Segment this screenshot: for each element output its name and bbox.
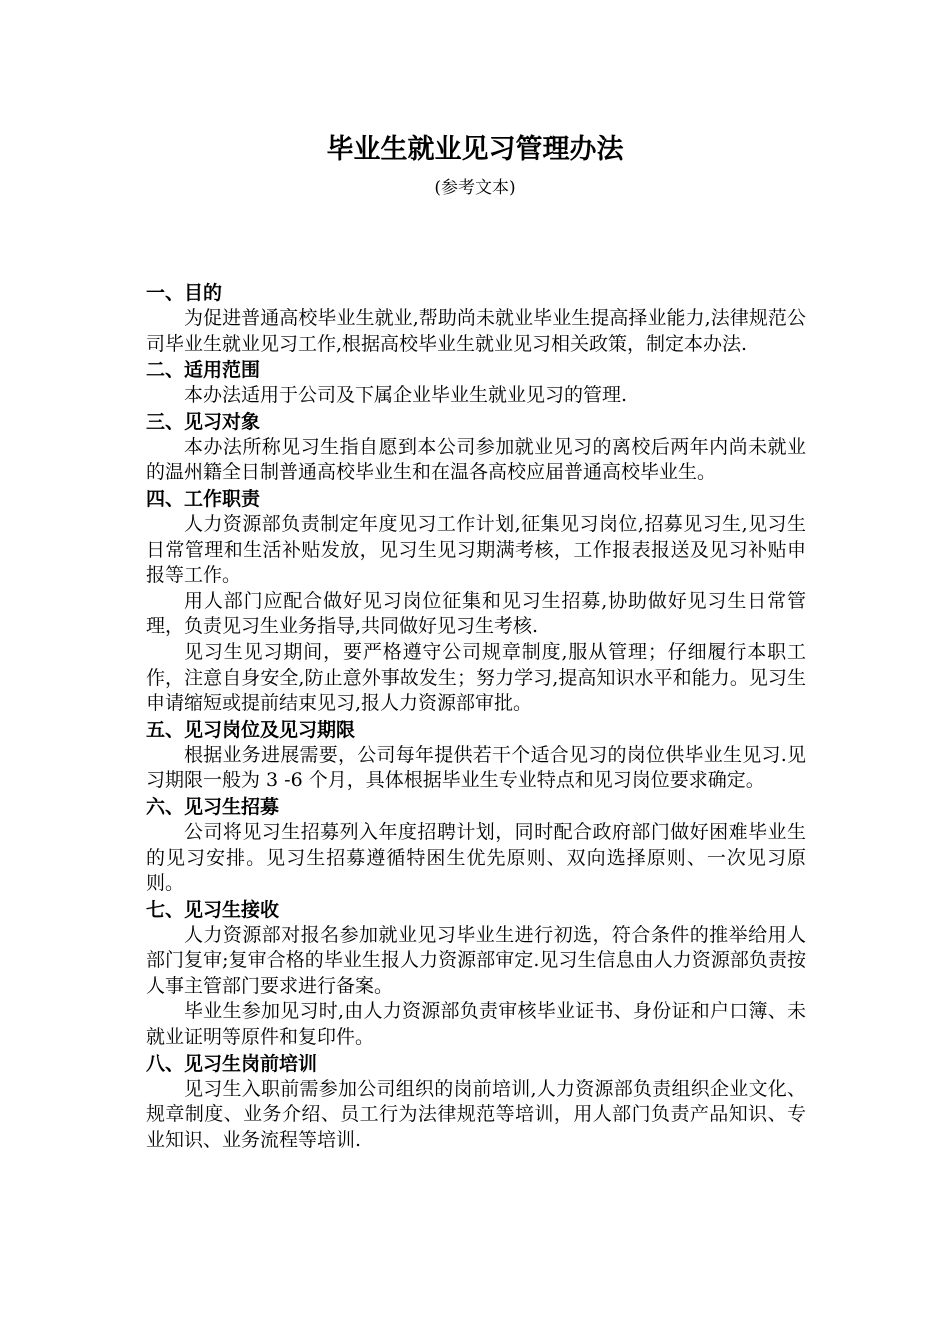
- document-body: [146, 280, 806, 1153]
- section-paragraph: 人力资源部负责制定年度见习工作计划,征集见习岗位,招募见习生,见习生日常管理和生活补贴发放，见习生见习期满考核，工作报表报送及见习补贴申报等工作。: [146, 512, 806, 587]
- section-heading: 五、见习岗位及见习期限: [146, 718, 356, 741]
- section-heading: 七、见习生接收: [146, 898, 280, 921]
- section-heading: 二、适用范围: [146, 359, 261, 382]
- section-paragraph: 用人部门应配合做好见习岗位征集和见习生招募,协助做好见习生日常管理，负责见习生业务指导,共同做好见习生考核.: [146, 589, 806, 638]
- section-paragraph: 本办法适用于公司及下属企业毕业生就业见习的管理.: [184, 384, 628, 407]
- section-paragraph: 根据业务进展需要，公司每年提供若干个适合见习的岗位供毕业生见习.见习期限一般为 3 -6 个月，具体根据毕业生专业特点和见习岗位要求确定。: [146, 743, 806, 792]
- section-paragraph: 见习生见习期间，要严格遵守公司规章制度,服从管理；仔细履行本职工作，注意自身安全,防止意外事故发生；努力学习,提高知识水平和能力。见习生申请缩短或提前结束见习,报人力资源部审批。: [146, 640, 806, 715]
- section-paragraph: 本办法所称见习生指自愿到本公司参加就业见习的离校后两年内尚未就业的温州籍全日制普通高校毕业生和在温各高校应届普通高校毕业生。: [146, 435, 806, 484]
- section-heading: 四、工作职责: [146, 487, 261, 510]
- section-heading: 一、目的: [146, 282, 223, 304]
- section-paragraph: 为促进普通高校毕业生就业,帮助尚未就业毕业生提高择业能力,法律规范公司毕业生就业见习工作,根据高校毕业生就业见习相关政策，制定本办法.: [146, 307, 806, 355]
- section-paragraph: 见习生入职前需参加公司组织的岗前培训,人力资源部负责组织企业文化、规章制度、业务介绍、员工行为法律规范等培训，用人部门负责产品知识、专业知识、业务流程等培训.: [146, 1077, 806, 1151]
- section-paragraph: 公司将见习生招募列入年度招聘计划，同时配合政府部门做好困难毕业生的见习安排。见习生招募遵循特困生优先原则、双向选择原则、一次见习原则。: [146, 820, 806, 895]
- section-paragraph: 毕业生参加见习时,由人力资源部负责审核毕业证书、身份证和户口簿、未就业证明等原件和复印件。: [146, 1000, 806, 1049]
- document-subtitle: (参考文本): [434, 178, 516, 198]
- section-paragraph: 人力资源部对报名参加就业见习毕业生进行初选，符合条件的推举给用人部门复审;复审合格的毕业生报人力资源部审定.见习生信息由人力资源部负责按人事主管部门要求进行备案。: [146, 923, 806, 997]
- section-heading: 三、见习对象: [146, 410, 261, 433]
- document-title: 毕业生就业见习管理办法: [326, 134, 624, 165]
- section-heading: 八、见习生岗前培训: [146, 1052, 318, 1075]
- section-heading: 六、见习生招募: [146, 795, 280, 818]
